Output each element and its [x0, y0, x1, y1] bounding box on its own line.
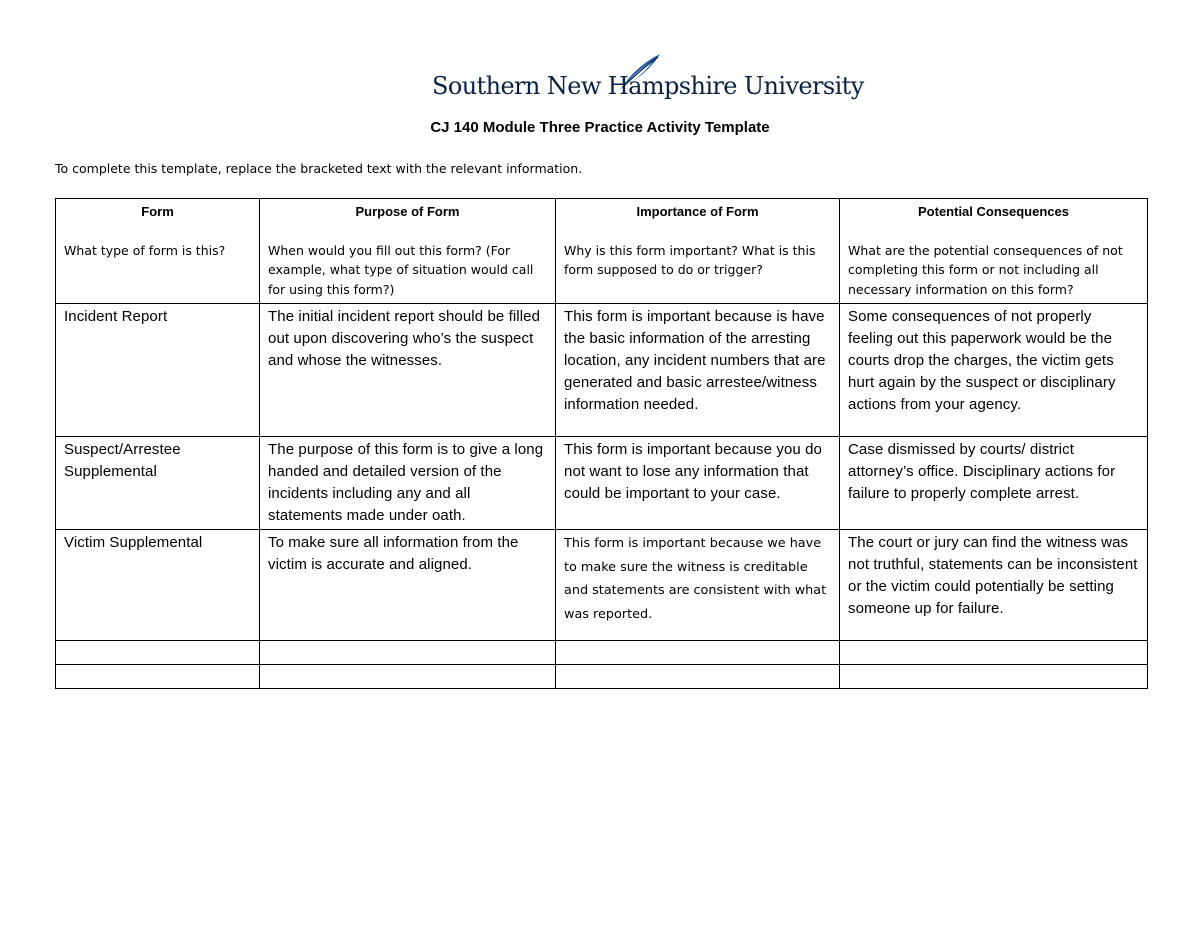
cell-importance[interactable] — [556, 665, 840, 689]
cell-purpose[interactable]: To make sure all information from the victim is accurate and aligned. — [260, 530, 556, 641]
column-header-importance — [556, 199, 840, 304]
page-title: CJ 140 Module Three Practice Activity Template — [430, 119, 770, 136]
table-row — [56, 437, 1148, 530]
cell-consequences[interactable] — [840, 665, 1148, 689]
column-header-consequences — [840, 199, 1148, 304]
cell-consequences[interactable]: The court or jury can find the witness was not truthful, statements can be inconsistent or the victim could potentially be setting someone up for failure. — [840, 530, 1148, 641]
column-title: Potential Consequences — [918, 204, 1069, 219]
cell-importance[interactable] — [556, 641, 840, 665]
activity-table — [55, 198, 1148, 689]
cell-importance[interactable]: This form is important because is have the basic information of the arresting location, any incident numbers that are generated and basic arrestee/witness information needed. — [556, 304, 840, 437]
instructions-text: To complete this template, replace the bracketed text with the relevant information. — [55, 161, 583, 176]
cell-purpose[interactable] — [260, 665, 556, 689]
column-title: Purpose of Form — [355, 204, 460, 219]
column-title: Importance of Form — [636, 204, 759, 219]
cell-purpose[interactable] — [260, 641, 556, 665]
cell-importance[interactable]: This form is important because we have to make sure the witness is creditable and statements are consistent with what was reported. — [556, 530, 840, 641]
table-row — [56, 665, 1148, 689]
table-header-row — [56, 199, 1148, 304]
column-subtitle: Why is this form important? What is this form supposed to do or trigger? — [564, 242, 816, 277]
university-logo — [430, 52, 864, 104]
cell-purpose[interactable]: The initial incident report should be filled out upon discovering who’s the suspect and whose the witnesses. — [260, 304, 556, 437]
cell-form[interactable]: Victim Supplemental — [56, 530, 260, 641]
logo-wordmark: Southern New Hampshire University — [432, 72, 864, 100]
cell-consequences[interactable]: Some consequences of not properly feeling out this paperwork would be the courts drop the charges, the victim gets hurt again by the suspect or disciplinary actions from your agency. — [840, 304, 1148, 437]
cell-form[interactable] — [56, 665, 260, 689]
column-title: Form — [141, 204, 174, 219]
column-subtitle: What are the potential consequences of not completing this form or not including all necessary information on this form? — [848, 242, 1123, 297]
column-header-purpose — [260, 199, 556, 304]
cell-purpose[interactable]: The purpose of this form is to give a long handed and detailed version of the incidents including any and all statements made under oath. — [260, 437, 556, 530]
column-header-form — [56, 199, 260, 304]
column-subtitle: When would you fill out this form? (For example, what type of situation would call for using this form?) — [268, 242, 534, 297]
column-subtitle: What type of form is this? — [64, 242, 226, 258]
cell-consequences[interactable] — [840, 641, 1148, 665]
table-row — [56, 641, 1148, 665]
cell-importance[interactable]: This form is important because you do not want to lose any information that could be important to your case. — [556, 437, 840, 530]
cell-form[interactable] — [56, 641, 260, 665]
table-row — [56, 304, 1148, 437]
table-row — [56, 530, 1148, 641]
cell-consequences[interactable]: Case dismissed by courts/ district attorney’s office. Disciplinary actions for failure to properly complete arrest. — [840, 437, 1148, 530]
cell-form[interactable]: Incident Report — [56, 304, 260, 437]
cell-form[interactable]: Suspect/Arrestee Supplemental — [56, 437, 260, 530]
